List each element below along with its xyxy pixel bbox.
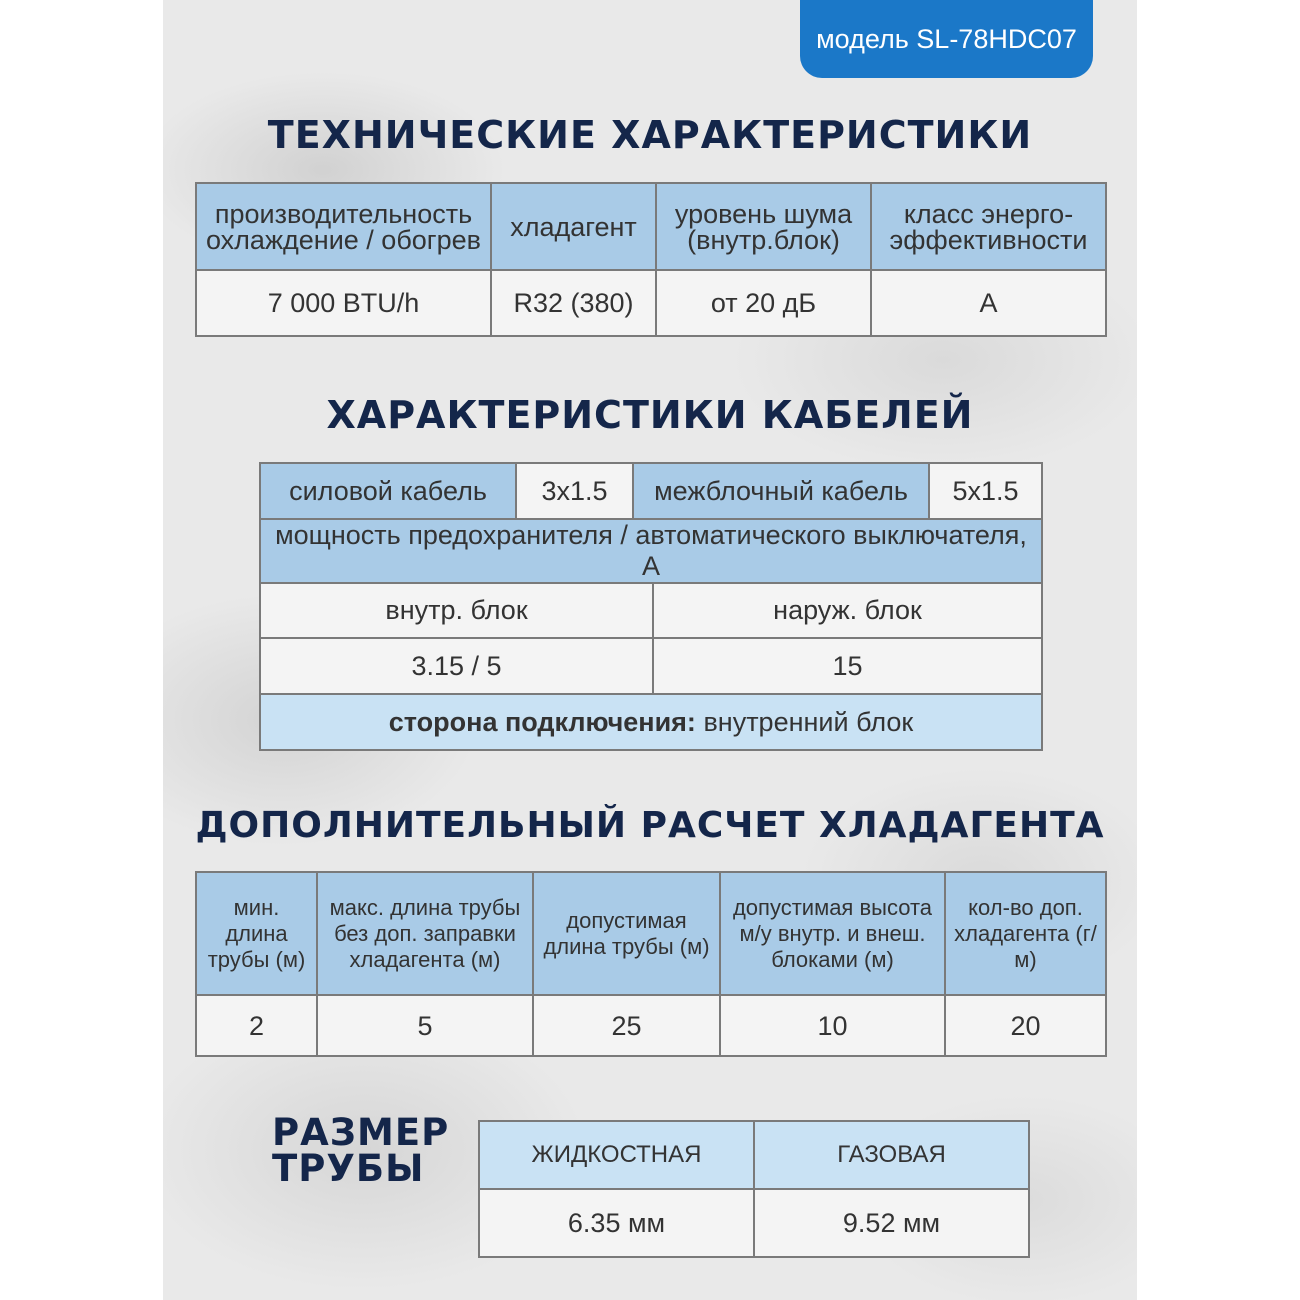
fuse-rating-label: мощность предохранителя / автоматического выключателя, А bbox=[260, 519, 1042, 583]
cables-title: ХАРАКТЕРИСТИКИ КАБЕЛЕЙ bbox=[326, 393, 974, 437]
tech-value-capacity: 7 000 BTU/h bbox=[196, 270, 491, 336]
refrigerant-value-allowed-height: 10 bbox=[720, 995, 945, 1056]
table-row bbox=[196, 270, 1106, 336]
refrigerant-value-max-length-no-charge: 5 bbox=[317, 995, 533, 1056]
power-cable-value: 3x1.5 bbox=[516, 463, 633, 519]
tech-header-capacity: производительность охлаждение / обогрев bbox=[196, 183, 491, 270]
table-row bbox=[260, 638, 1042, 694]
interblock-cable-value: 5x1.5 bbox=[929, 463, 1042, 519]
refrigerant-value-min-length: 2 bbox=[196, 995, 317, 1056]
refrigerant-header-min-length: мин. длина трубы (м) bbox=[196, 872, 317, 995]
outdoor-unit-label: наруж. блок bbox=[653, 583, 1042, 638]
refrigerant-table bbox=[195, 871, 1107, 1057]
tech-header-energy-class: класс энерго-эффективности bbox=[871, 183, 1106, 270]
table-row bbox=[196, 183, 1106, 270]
table-row bbox=[479, 1121, 1029, 1189]
pipe-value-gas: 9.52 мм bbox=[754, 1189, 1029, 1257]
pipe-header-gas: ГАЗОВАЯ bbox=[754, 1121, 1029, 1189]
tech-title: ТЕХНИЧЕСКИЕ ХАРАКТЕРИСТИКИ bbox=[267, 113, 1033, 157]
refrigerant-value-allowed-length: 25 bbox=[533, 995, 720, 1056]
tech-value-refrigerant: R32 (380) bbox=[491, 270, 656, 336]
indoor-unit-value: 3.15 / 5 bbox=[260, 638, 653, 694]
refrigerant-header-allowed-length: допустимая длина трубы (м) bbox=[533, 872, 720, 995]
table-row bbox=[196, 872, 1106, 995]
indoor-unit-label: внутр. блок bbox=[260, 583, 653, 638]
table-row bbox=[479, 1189, 1029, 1257]
refrigerant-title: ДОПОЛНИТЕЛЬНЫЙ РАСЧЕТ ХЛАДАГЕНТА bbox=[195, 805, 1105, 846]
tech-table bbox=[195, 182, 1107, 337]
table-row bbox=[260, 463, 1042, 519]
refrigerant-value-extra-amount: 20 bbox=[945, 995, 1106, 1056]
interblock-cable-label: межблочный кабель bbox=[633, 463, 929, 519]
cables-table bbox=[259, 462, 1043, 751]
connection-side-value: внутренний блок bbox=[703, 706, 914, 737]
tech-header-noise: уровень шума (внутр.блок) bbox=[656, 183, 871, 270]
connection-side bbox=[260, 694, 1042, 750]
refrigerant-header-extra-amount: кол-во доп. хладагента (г/м) bbox=[945, 872, 1106, 995]
table-row bbox=[196, 995, 1106, 1056]
outdoor-unit-value: 15 bbox=[653, 638, 1042, 694]
model-badge: модель SL-78HDC07 bbox=[800, 0, 1093, 78]
table-row bbox=[260, 519, 1042, 583]
tech-header-refrigerant: хладагент bbox=[491, 183, 656, 270]
tech-value-noise: от 20 дБ bbox=[656, 270, 871, 336]
pipe-header-liquid: ЖИДКОСТНАЯ bbox=[479, 1121, 754, 1189]
pipe-size-title-line2: ТРУБЫ bbox=[272, 1147, 425, 1190]
power-cable-label: силовой кабель bbox=[260, 463, 516, 519]
refrigerant-header-max-length-no-charge: макс. длина трубы без доп. заправки хладагента (м) bbox=[317, 872, 533, 995]
refrigerant-header-allowed-height: допустимая высота м/у внутр. и внеш. блоками (м) bbox=[720, 872, 945, 995]
table-row bbox=[260, 694, 1042, 750]
pipe-value-liquid: 6.35 мм bbox=[479, 1189, 754, 1257]
pipe-size-table bbox=[478, 1120, 1030, 1258]
pipe-size-title bbox=[272, 1111, 450, 1190]
tech-value-energy-class: A bbox=[871, 270, 1106, 336]
pipe-size-title-line1: РАЗМЕР bbox=[272, 1111, 450, 1154]
connection-side-label: сторона подключения: bbox=[388, 706, 696, 737]
table-row bbox=[260, 583, 1042, 638]
